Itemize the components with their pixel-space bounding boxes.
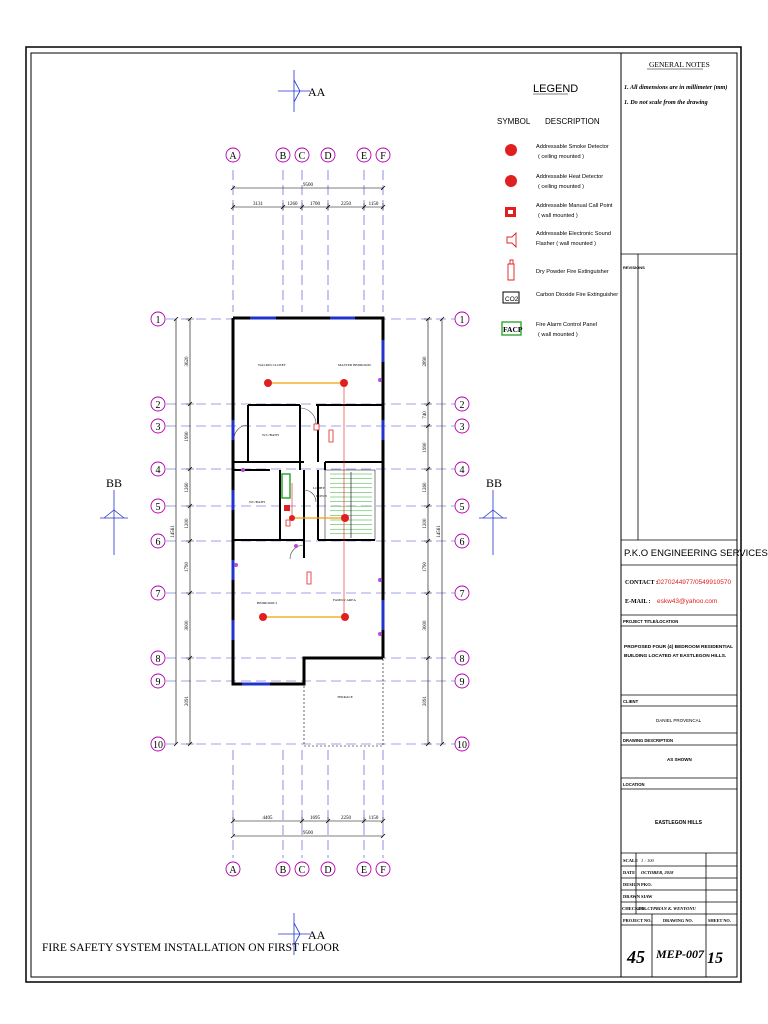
sheet-no-label: SHEET NO. xyxy=(708,918,731,923)
grid-bubble-label: 10 xyxy=(457,740,467,751)
section-marker-right xyxy=(479,490,507,555)
email-label: E-MAIL : xyxy=(625,599,651,605)
checked-label: CHECKED xyxy=(622,906,645,911)
dry-powder-extinguisher-icon xyxy=(307,572,311,584)
facp-symbol-text: FACP xyxy=(503,325,523,334)
smoke-detector-icon xyxy=(259,613,267,621)
dry-powder-extinguisher-icon xyxy=(508,260,514,280)
room-label: DOWN xyxy=(316,494,327,498)
room-labels xyxy=(249,363,371,699)
room-label: MASTER BEDROOM xyxy=(338,363,371,367)
call-point-icon xyxy=(284,505,290,511)
dry-powder-extinguisher-icon xyxy=(329,430,333,442)
marker-icon xyxy=(378,578,382,582)
location-value: EASTLEGON HILLS xyxy=(655,820,702,826)
grid-bubble-label: 7 xyxy=(155,589,161,600)
grid-bubble-label: A xyxy=(229,865,237,876)
dimension-label: 1200 xyxy=(423,518,428,529)
drawing-desc-value: AS SHOWN xyxy=(667,757,692,762)
dimension-label: 3000 xyxy=(423,620,428,631)
section-label-right: BB xyxy=(486,476,503,490)
floor-plan xyxy=(233,318,383,746)
scale-value: 1 : 100 xyxy=(641,858,654,863)
plan-devices xyxy=(234,378,382,636)
call-point-icon xyxy=(314,424,319,430)
dimension-label: 740 xyxy=(423,411,428,419)
facp-panel-icon xyxy=(282,474,290,498)
grid-bubble-label: 5 xyxy=(155,502,161,513)
smoke-detector-icon xyxy=(505,144,517,156)
grid-bubble-label: F xyxy=(380,865,386,876)
date-label: DATE xyxy=(623,870,636,875)
grid-bubble-label: D xyxy=(324,865,332,876)
title-block xyxy=(621,254,737,977)
project-no-label: PROJECT NO. xyxy=(623,918,652,923)
sheet-no-value: 15 xyxy=(707,950,723,967)
legend-item-desc: Addressable Manual Call Point xyxy=(536,203,613,209)
dimension-label: 2890 xyxy=(423,356,428,367)
grid-bubble-label: E xyxy=(360,865,368,876)
grid-bubble-label: 3 xyxy=(155,422,161,433)
general-note: 1. All dimensions are in millimeter (mm) xyxy=(624,84,728,91)
grid-bubble-label: E xyxy=(360,151,368,162)
stair-treads xyxy=(330,472,372,538)
grid-bubble-label: 1 xyxy=(459,315,465,326)
section-label-bottom: AA xyxy=(308,928,326,942)
legend-item-desc: ( ceiling mounted ) xyxy=(538,184,585,190)
dimension-label: 1700 xyxy=(310,202,320,207)
project-title-label: PROJECT TITLE/LOCATION xyxy=(623,619,679,624)
dimension-label: 2091 xyxy=(423,696,428,706)
dimension-label: 2250 xyxy=(341,816,351,821)
dimension-total: 9500 xyxy=(303,831,313,836)
stairs xyxy=(325,470,375,540)
structural-grid xyxy=(151,148,469,876)
design-value: PKO. xyxy=(641,882,652,887)
section-label-top: AA xyxy=(308,85,326,99)
drawing-title: FIRE SAFETY SYSTEM INSTALLATION ON FIRST FLOOR xyxy=(42,942,340,954)
marker-icon xyxy=(378,632,382,636)
dimension-label: 3000 xyxy=(185,620,190,631)
marker-icon xyxy=(234,563,238,567)
grid-bubble-label: D xyxy=(324,151,332,162)
date-value: OCTOBER, 2018 xyxy=(641,870,674,875)
legend-item-desc: Fire Alarm Control Panel xyxy=(536,322,597,328)
dimension-total: 14561 xyxy=(171,525,176,538)
contact-value: 0270244977/0549910570 xyxy=(657,579,732,586)
dimension-label: 1790 xyxy=(423,562,428,572)
dimension-label: 1260 xyxy=(423,482,428,493)
grid-bubble-label: 2 xyxy=(155,400,161,411)
grid-bubble-label: 7 xyxy=(459,589,465,600)
legend-title: LEGEND xyxy=(533,83,579,95)
co2-symbol-text: CO2 xyxy=(505,296,519,303)
legend-item-desc: Flasher ( wall mounted ) xyxy=(536,241,596,247)
legend-item-desc: ( wall mounted ) xyxy=(538,332,578,338)
dimension-label: 1200 xyxy=(185,518,190,529)
drawing-no-value: MEP-007 xyxy=(656,947,704,961)
dimension-total: 9500 xyxy=(303,183,313,188)
legend-item-desc: Dry Powder Fire Extinguisher xyxy=(536,269,609,275)
general-notes-title: GENERAL NOTES xyxy=(649,60,710,69)
heat-detector-icon xyxy=(505,175,517,187)
smoke-detector-icon xyxy=(264,379,272,387)
smoke-detector-icon xyxy=(341,514,349,522)
legend-col-description: DESCRIPTION xyxy=(545,117,600,126)
grid-bubble-label: 6 xyxy=(155,537,161,548)
dimension-label: 1260 xyxy=(185,482,190,493)
terrace-outline xyxy=(304,658,383,746)
client-label: CLIENT xyxy=(623,699,639,704)
grid-bubble-label: 9 xyxy=(155,677,161,688)
dimension-label: 1695 xyxy=(310,816,320,821)
grid-bubble-label: A xyxy=(229,151,237,162)
dimension-lines xyxy=(171,183,444,838)
general-note: 1. Do not scale from the drawing xyxy=(624,99,708,106)
grid-bubble-label: 8 xyxy=(459,654,465,665)
sound-flasher-icon xyxy=(507,233,516,247)
grid-bubble-label: C xyxy=(298,151,306,162)
legend-item-desc: ( ceiling mounted ) xyxy=(538,154,585,160)
design-label: DESIGN xyxy=(623,882,641,887)
grid-bubble-label: 3 xyxy=(459,422,465,433)
legend-item-desc: Carbon Dioxide Fire Extinguisher xyxy=(536,292,619,298)
legend-item-desc: ( wall mounted ) xyxy=(538,213,578,219)
grid-bubble-label: B xyxy=(279,151,287,162)
email-value: eskw43@yahoo.com xyxy=(657,598,718,605)
drawn-value: SIAW xyxy=(641,894,653,899)
room-label: W/C/BATH xyxy=(262,433,279,437)
grid-bubble-label: 9 xyxy=(459,677,465,688)
dimension-label: 3131 xyxy=(253,202,263,207)
dimension-label: 1260 xyxy=(287,202,298,207)
location-label: LOCATION xyxy=(623,782,645,787)
room-label: WALKIN CLOSET xyxy=(258,363,286,367)
smoke-detector-icon xyxy=(341,613,349,621)
sound-flasher-icon xyxy=(286,520,290,526)
section-label-left: BB xyxy=(106,476,123,490)
scale-label: SCALE xyxy=(623,858,639,863)
smoke-detector-icon xyxy=(340,379,348,387)
marker-icon xyxy=(241,468,245,472)
dimension-label: 1990 xyxy=(185,431,190,442)
dimension-label: 1990 xyxy=(423,442,428,453)
drawing-desc-label: DRAWING DESCRIPTION xyxy=(623,738,674,743)
legend-item-desc: Addressable Electronic Sound xyxy=(536,231,611,237)
project-no-value: 45 xyxy=(627,947,645,967)
grid-bubble-label: 6 xyxy=(459,537,465,548)
grid-bubble-label: 5 xyxy=(459,502,465,513)
dimension-label: 4405 xyxy=(262,816,273,821)
room-label: TERRACE xyxy=(337,695,353,699)
legend-col-symbol: SYMBOL xyxy=(497,117,531,126)
room-label: FAMILY AREA xyxy=(333,598,356,602)
inner-walls xyxy=(233,405,383,558)
dimension-label: 1150 xyxy=(368,202,379,207)
revisions-label: REVISIONS xyxy=(623,265,645,270)
grid-bubble-label: 10 xyxy=(153,740,163,751)
dimension-label: 1150 xyxy=(368,816,379,821)
company-name: P.K.O ENGINEERING SERVICES xyxy=(624,548,768,559)
dimension-label: 2091 xyxy=(185,696,190,706)
grid-bubble-label: F xyxy=(380,151,386,162)
legend xyxy=(497,83,618,338)
section-marker-top xyxy=(278,70,310,112)
section-marker-left xyxy=(100,490,128,555)
dimension-label: 3620 xyxy=(185,356,190,367)
drawn-label: DRAWN xyxy=(623,894,641,899)
room-label: BEDROOM 2 xyxy=(257,601,278,605)
project-title: PROPOSED FOUR (4) BEDROOM RESIDENTIAL BUILDING LOCATED AT EASTLEGON HILLS. xyxy=(624,645,733,659)
checked-value: ING.CYPRIAN K. WENYONU xyxy=(638,906,696,911)
drawing-no-label: DRAWING NO. xyxy=(663,918,693,923)
grid-bubble-label: 1 xyxy=(155,315,161,326)
legend-item-desc: Addressable Smoke Detector xyxy=(536,144,609,150)
grid-bubble-label: B xyxy=(279,865,287,876)
dimension-label: 1790 xyxy=(185,562,190,572)
room-label: WC/BATH xyxy=(249,500,265,504)
marker-icon xyxy=(294,544,298,548)
grid-bubble-label: 8 xyxy=(155,654,161,665)
marker-icon xyxy=(378,378,382,382)
dimension-label: 2250 xyxy=(341,202,351,207)
room-label: LOBBY xyxy=(313,486,325,490)
contact-label: CONTACT : xyxy=(625,580,658,586)
grid-bubble-label: 4 xyxy=(155,465,161,476)
grid-bubble-label: C xyxy=(298,865,306,876)
client-value: DANIEL PROVENCAL xyxy=(656,718,702,723)
grid-bubble-label: 2 xyxy=(459,400,465,411)
dimension-total: 14561 xyxy=(437,525,442,538)
legend-item-desc: Addressable Heat Detector xyxy=(536,174,604,180)
grid-bubble-label: 4 xyxy=(459,465,465,476)
